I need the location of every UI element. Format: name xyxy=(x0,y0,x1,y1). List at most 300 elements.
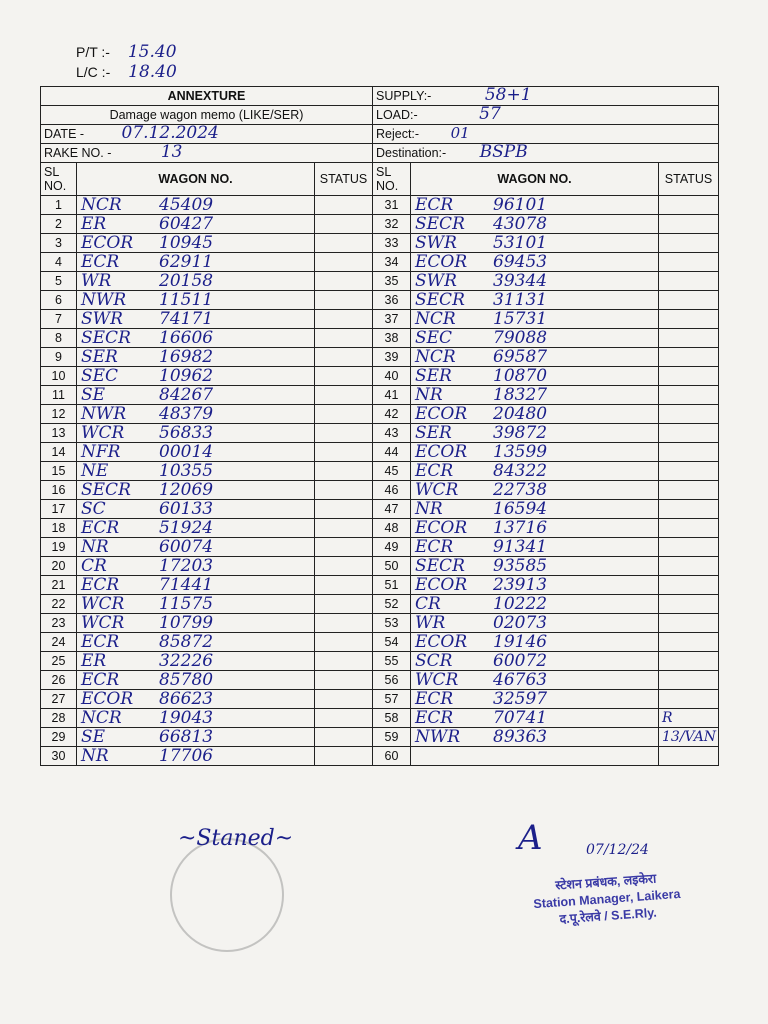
table-row xyxy=(41,557,719,576)
railway-code: NR xyxy=(81,537,109,557)
status-right-cell xyxy=(659,557,719,576)
status-right-cell xyxy=(659,595,719,614)
wagon-left-cell xyxy=(77,652,315,671)
wagon-right-cell xyxy=(411,386,659,405)
status-right-cell xyxy=(659,671,719,690)
wagon-left-cell xyxy=(77,386,315,405)
sl-left-cell: 8 xyxy=(41,329,77,348)
wagon-left-cell xyxy=(77,329,315,348)
sl-right-cell: 33 xyxy=(373,234,411,253)
sl-left-cell: 2 xyxy=(41,215,77,234)
sl-right-cell: 47 xyxy=(373,500,411,519)
railway-code: ER xyxy=(81,651,107,671)
railway-code: SECR xyxy=(81,480,131,500)
wagon-left-cell xyxy=(77,633,315,652)
wagon-number: 96101 xyxy=(493,195,548,215)
table-row xyxy=(41,196,719,215)
status-left-cell xyxy=(315,424,373,443)
sl-left-cell: 15 xyxy=(41,462,77,481)
railway-code: NCR xyxy=(81,708,122,728)
status-left-cell xyxy=(315,310,373,329)
wagon-right-cell xyxy=(411,443,659,462)
sl-left-cell: 10 xyxy=(41,367,77,386)
wagon-right-cell xyxy=(411,310,659,329)
railway-code: NR xyxy=(81,746,109,766)
sl-right-cell: 41 xyxy=(373,386,411,405)
wagon-right-cell xyxy=(411,348,659,367)
wagon-left-cell xyxy=(77,272,315,291)
wagon-number: 11575 xyxy=(159,594,214,614)
wagon-number: 60427 xyxy=(159,214,214,234)
status-right-cell xyxy=(659,405,719,424)
date-value: 07.12.2024 xyxy=(121,124,219,143)
rake-label: RAKE NO. - xyxy=(44,146,112,160)
sl-left-cell: 13 xyxy=(41,424,77,443)
wagon-right-cell xyxy=(411,652,659,671)
status-left-cell xyxy=(315,538,373,557)
railway-code: NWR xyxy=(81,290,127,310)
railway-code: ECR xyxy=(81,252,120,272)
destination-value: BSPB xyxy=(479,143,528,162)
supply-label: SUPPLY:- xyxy=(376,89,432,103)
table-row xyxy=(41,386,719,405)
wagon-right-cell xyxy=(411,424,659,443)
sl-left-cell: 19 xyxy=(41,538,77,557)
status-left-cell xyxy=(315,462,373,481)
railway-code: SWR xyxy=(415,233,457,253)
railway-code: SE xyxy=(81,727,106,747)
wagon-number: 39344 xyxy=(493,271,548,291)
status-left-cell xyxy=(315,576,373,595)
table-row xyxy=(41,329,719,348)
wagon-number: 19043 xyxy=(159,708,214,728)
sl-left-cell: 22 xyxy=(41,595,77,614)
sl-right-cell: 51 xyxy=(373,576,411,595)
railway-code: SER xyxy=(415,366,452,386)
wagon-number: 60074 xyxy=(159,537,214,557)
railway-code: ECOR xyxy=(415,404,468,424)
wagon-number: 70741 xyxy=(493,708,548,728)
railway-code: ECR xyxy=(415,461,454,481)
wagon-number: 02073 xyxy=(493,613,548,633)
office-stamp xyxy=(170,838,284,952)
sl-right-cell: 36 xyxy=(373,291,411,310)
wagon-right-cell xyxy=(411,329,659,348)
status-right-cell xyxy=(659,576,719,595)
wagon-number: 17706 xyxy=(159,746,214,766)
wagon-number: 20158 xyxy=(159,271,214,291)
col-sl-left: SL NO. xyxy=(41,163,77,196)
railway-code: WCR xyxy=(415,480,459,500)
status-right-cell xyxy=(659,291,719,310)
sl-right-cell: 49 xyxy=(373,538,411,557)
sl-left-cell: 30 xyxy=(41,747,77,766)
wagon-right-cell xyxy=(411,367,659,386)
sl-right-cell: 42 xyxy=(373,405,411,424)
table-row xyxy=(41,348,719,367)
supply-value: 58+1 xyxy=(484,86,532,105)
sl-right-cell: 34 xyxy=(373,253,411,272)
reject-value: 01 xyxy=(450,124,470,142)
sl-left-cell: 27 xyxy=(41,690,77,709)
table-row xyxy=(41,291,719,310)
wagon-right-cell xyxy=(411,747,659,766)
pt-time xyxy=(76,42,177,62)
status-right-cell xyxy=(659,652,719,671)
railway-code: SECR xyxy=(415,556,465,576)
railway-code: WCR xyxy=(81,613,125,633)
wagon-number: 60072 xyxy=(493,651,548,671)
table-row xyxy=(41,519,719,538)
wagon-right-cell xyxy=(411,633,659,652)
wagon-right-cell xyxy=(411,595,659,614)
status-right-cell xyxy=(659,633,719,652)
wagon-number: 16606 xyxy=(159,328,214,348)
wagon-number: 91341 xyxy=(493,537,548,557)
wagon-right-cell xyxy=(411,462,659,481)
wagon-number: 31131 xyxy=(493,290,548,310)
wagon-number: 60133 xyxy=(159,499,214,519)
wagon-right-cell xyxy=(411,481,659,500)
sl-left-cell: 3 xyxy=(41,234,77,253)
lc-time xyxy=(76,62,177,82)
table-row xyxy=(41,728,719,747)
wagon-right-cell xyxy=(411,253,659,272)
railway-code: CR xyxy=(81,556,107,576)
col-status-left: STATUS xyxy=(315,163,373,196)
wagon-number: 32597 xyxy=(493,689,548,709)
table-row xyxy=(41,215,719,234)
railway-code: NR xyxy=(415,499,443,519)
wagon-number: 22738 xyxy=(493,480,548,500)
wagon-right-cell xyxy=(411,215,659,234)
railway-code: ER xyxy=(81,214,107,234)
wagon-right-cell xyxy=(411,614,659,633)
wagon-left-cell xyxy=(77,614,315,633)
status-right-cell xyxy=(659,367,719,386)
wagon-number: 20480 xyxy=(493,404,548,424)
status-left-cell xyxy=(315,291,373,310)
status-left-cell xyxy=(315,557,373,576)
sl-right-cell: 40 xyxy=(373,367,411,386)
wagon-left-cell xyxy=(77,253,315,272)
wagon-number: 16982 xyxy=(159,347,214,367)
sl-left-cell: 25 xyxy=(41,652,77,671)
sl-right-cell: 43 xyxy=(373,424,411,443)
wagon-number: 62911 xyxy=(159,252,214,272)
status-left-cell xyxy=(315,253,373,272)
status-right-cell xyxy=(659,215,719,234)
railway-code: SCR xyxy=(415,651,453,671)
sl-right-cell: 59 xyxy=(373,728,411,747)
wagon-number: 18327 xyxy=(493,385,548,405)
wagon-left-cell xyxy=(77,196,315,215)
railway-code: SWR xyxy=(415,271,457,291)
sl-right-cell: 35 xyxy=(373,272,411,291)
station-manager-signature: A xyxy=(518,818,543,858)
railway-code: ECR xyxy=(415,195,454,215)
destination-label: Destination:- xyxy=(376,146,447,160)
railway-code: SC xyxy=(81,499,106,519)
railway-code: SER xyxy=(415,423,452,443)
memo-subtitle: Damage wagon memo (LIKE/SER) xyxy=(41,106,373,125)
wagon-right-cell xyxy=(411,500,659,519)
sl-left-cell: 23 xyxy=(41,614,77,633)
wagon-right-cell xyxy=(411,234,659,253)
rake-field xyxy=(41,144,373,163)
wagon-right-cell xyxy=(411,690,659,709)
status-right-cell xyxy=(659,386,719,405)
sl-left-cell: 17 xyxy=(41,500,77,519)
wagon-number: 84322 xyxy=(493,461,548,481)
seal-line-english: Station Manager, Laikera xyxy=(533,886,681,912)
sl-left-cell: 11 xyxy=(41,386,77,405)
wagon-left-cell xyxy=(77,538,315,557)
status-right-cell: R xyxy=(659,709,719,728)
table-row xyxy=(41,405,719,424)
stamp-signature: ~Staned~ xyxy=(178,826,294,851)
railway-code: SE xyxy=(81,385,106,405)
status-left-cell xyxy=(315,272,373,291)
sl-left-cell: 1 xyxy=(41,196,77,215)
date-label: DATE - xyxy=(44,127,85,141)
wagon-left-cell xyxy=(77,709,315,728)
sl-right-cell: 48 xyxy=(373,519,411,538)
wagon-number: 48379 xyxy=(159,404,214,424)
table-row xyxy=(41,272,719,291)
railway-code: ECR xyxy=(81,575,120,595)
table-row xyxy=(41,614,719,633)
railway-code: ECOR xyxy=(415,632,468,652)
railway-code: NCR xyxy=(415,347,456,367)
railway-code: NWR xyxy=(81,404,127,424)
wagon-number: 51924 xyxy=(159,518,214,538)
wagon-number: 17203 xyxy=(159,556,214,576)
pt-label: P/T :- xyxy=(76,44,110,60)
status-left-cell xyxy=(315,519,373,538)
reject-field xyxy=(373,125,719,144)
wagon-right-cell xyxy=(411,272,659,291)
sl-right-cell: 37 xyxy=(373,310,411,329)
station-manager-sign-date: 07/12/24 xyxy=(586,842,649,858)
sl-right-cell: 44 xyxy=(373,443,411,462)
status-left-cell xyxy=(315,709,373,728)
wagon-number: 85780 xyxy=(159,670,214,690)
sl-left-cell: 9 xyxy=(41,348,77,367)
wagon-left-cell xyxy=(77,500,315,519)
railway-code: NCR xyxy=(415,309,456,329)
col-status-right: STATUS xyxy=(659,163,719,196)
status-right-cell: 13/VAN xyxy=(659,728,719,747)
railway-code: ECR xyxy=(415,689,454,709)
table-row xyxy=(41,253,719,272)
wagon-left-cell xyxy=(77,671,315,690)
wagon-number: 10962 xyxy=(159,366,214,386)
status-left-cell xyxy=(315,614,373,633)
status-right-cell xyxy=(659,690,719,709)
status-right-cell xyxy=(659,538,719,557)
status-left-cell xyxy=(315,500,373,519)
railway-code: NWR xyxy=(415,727,461,747)
sl-right-cell: 52 xyxy=(373,595,411,614)
status-left-cell xyxy=(315,747,373,766)
wagon-number: 10870 xyxy=(493,366,548,386)
wagon-number: 93585 xyxy=(493,556,548,576)
lc-value: 18.40 xyxy=(128,62,177,82)
status-left-cell xyxy=(315,234,373,253)
wagon-number: 23913 xyxy=(493,575,548,595)
sl-left-cell: 16 xyxy=(41,481,77,500)
status-right-cell xyxy=(659,272,719,291)
railway-code: ECOR xyxy=(415,252,468,272)
railway-code: WCR xyxy=(415,670,459,690)
station-manager-seal xyxy=(510,867,703,931)
table-row xyxy=(41,424,719,443)
wagon-table xyxy=(40,86,719,766)
railway-code: ECOR xyxy=(81,233,134,253)
wagon-left-cell xyxy=(77,576,315,595)
railway-code: ECR xyxy=(81,518,120,538)
railway-code: WCR xyxy=(81,594,125,614)
table-row xyxy=(41,671,719,690)
table-row xyxy=(41,462,719,481)
railway-code: SEC xyxy=(81,366,119,386)
sl-right-cell: 54 xyxy=(373,633,411,652)
sl-right-cell: 50 xyxy=(373,557,411,576)
railway-code: SECR xyxy=(81,328,131,348)
table-row xyxy=(41,481,719,500)
status-left-cell xyxy=(315,329,373,348)
status-right-cell xyxy=(659,348,719,367)
wagon-right-cell xyxy=(411,557,659,576)
wagon-number: 32226 xyxy=(159,651,214,671)
sl-left-cell: 6 xyxy=(41,291,77,310)
railway-code: WR xyxy=(81,271,112,291)
wagon-number: 84267 xyxy=(159,385,214,405)
sl-left-cell: 18 xyxy=(41,519,77,538)
railway-code: NFR xyxy=(81,442,121,462)
railway-code: ECOR xyxy=(415,518,468,538)
table-row xyxy=(41,690,719,709)
wagon-left-cell xyxy=(77,234,315,253)
railway-code: SEC xyxy=(415,328,453,348)
railway-code: SECR xyxy=(415,290,465,310)
sl-right-cell: 60 xyxy=(373,747,411,766)
status-right-cell xyxy=(659,443,719,462)
wagon-number: 46763 xyxy=(493,670,548,690)
wagon-number: 43078 xyxy=(493,214,548,234)
wagon-right-cell xyxy=(411,671,659,690)
status-right-cell xyxy=(659,253,719,272)
status-right-cell xyxy=(659,747,719,766)
wagon-left-cell xyxy=(77,462,315,481)
rake-value: 13 xyxy=(160,143,183,162)
wagon-number: 10945 xyxy=(159,233,214,253)
wagon-number: 89363 xyxy=(493,727,548,747)
sl-left-cell: 14 xyxy=(41,443,77,462)
load-value: 57 xyxy=(479,105,501,124)
table-row xyxy=(41,709,719,728)
wagon-number: 11511 xyxy=(159,290,214,310)
wagon-number: 19146 xyxy=(493,632,548,652)
wagon-right-cell xyxy=(411,291,659,310)
wagon-number: 10799 xyxy=(159,613,214,633)
wagon-right-cell xyxy=(411,196,659,215)
wagon-number: 85872 xyxy=(159,632,214,652)
status-right-cell xyxy=(659,310,719,329)
table-row xyxy=(41,234,719,253)
sl-left-cell: 4 xyxy=(41,253,77,272)
wagon-number: 74171 xyxy=(159,309,214,329)
wagon-number: 69587 xyxy=(493,347,548,367)
lc-label: L/C :- xyxy=(76,64,111,80)
wagon-left-cell xyxy=(77,481,315,500)
railway-code: ECOR xyxy=(415,442,468,462)
sl-left-cell: 20 xyxy=(41,557,77,576)
status-right-cell xyxy=(659,329,719,348)
status-left-cell xyxy=(315,690,373,709)
wagon-left-cell xyxy=(77,424,315,443)
wagon-left-cell xyxy=(77,747,315,766)
railway-code: WR xyxy=(415,613,446,633)
wagon-left-cell xyxy=(77,367,315,386)
wagon-number: 71441 xyxy=(159,575,214,595)
table-row xyxy=(41,633,719,652)
status-right-cell xyxy=(659,462,719,481)
railway-code: CR xyxy=(415,594,441,614)
wagon-right-cell xyxy=(411,538,659,557)
date-field xyxy=(41,125,373,144)
sl-right-cell: 32 xyxy=(373,215,411,234)
railway-code: ECR xyxy=(415,708,454,728)
destination-field xyxy=(373,144,719,163)
status-left-cell xyxy=(315,386,373,405)
table-row xyxy=(41,443,719,462)
sl-left-cell: 26 xyxy=(41,671,77,690)
sl-right-cell: 39 xyxy=(373,348,411,367)
pt-value: 15.40 xyxy=(127,42,177,62)
sl-right-cell: 31 xyxy=(373,196,411,215)
railway-code: NR xyxy=(415,385,443,405)
railway-code: SWR xyxy=(81,309,123,329)
status-left-cell xyxy=(315,652,373,671)
supply-field xyxy=(373,87,719,106)
status-right-cell xyxy=(659,234,719,253)
sl-left-cell: 28 xyxy=(41,709,77,728)
wagon-left-cell xyxy=(77,728,315,747)
wagon-left-cell xyxy=(77,690,315,709)
table-row xyxy=(41,747,719,766)
col-wagon-left: WAGON NO. xyxy=(77,163,315,196)
sl-right-cell: 46 xyxy=(373,481,411,500)
table-row xyxy=(41,652,719,671)
status-left-cell xyxy=(315,633,373,652)
wagon-right-cell xyxy=(411,576,659,595)
sl-right-cell: 57 xyxy=(373,690,411,709)
status-right-cell xyxy=(659,424,719,443)
wagon-left-cell xyxy=(77,348,315,367)
status-left-cell xyxy=(315,595,373,614)
table-row xyxy=(41,576,719,595)
status-left-cell xyxy=(315,367,373,386)
sl-right-cell: 55 xyxy=(373,652,411,671)
wagon-left-cell xyxy=(77,595,315,614)
wagon-right-cell xyxy=(411,519,659,538)
status-left-cell xyxy=(315,728,373,747)
wagon-left-cell xyxy=(77,215,315,234)
load-field xyxy=(373,106,719,125)
wagon-number: 15731 xyxy=(493,309,548,329)
